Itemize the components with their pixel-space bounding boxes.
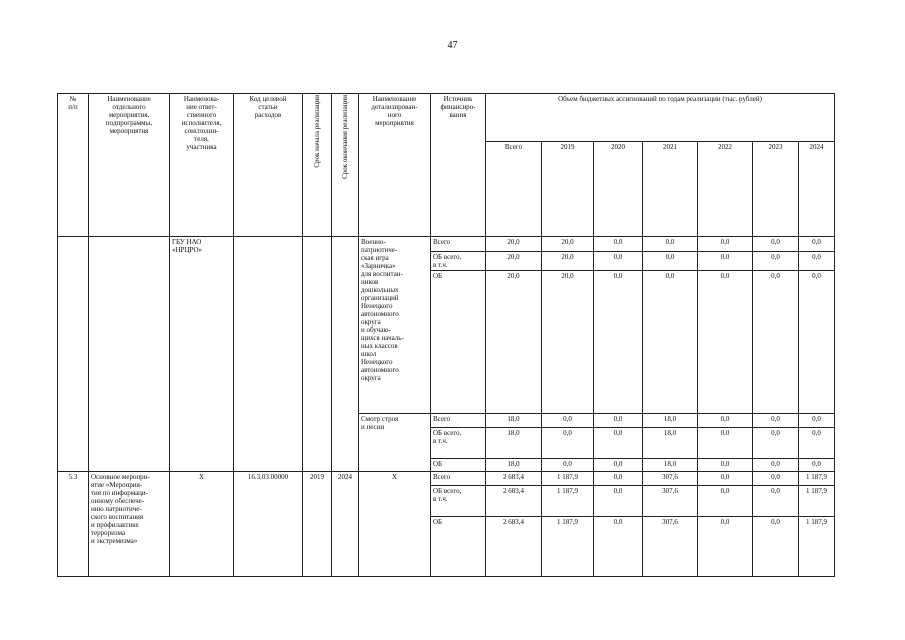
cell-value: 0,0 [799, 414, 835, 428]
header-col-2021: 2021 [643, 142, 698, 237]
header-executor: Наименова- ние ответ- ственного исполнителя, соисполни- теля, участника [170, 94, 234, 237]
cell-value: 1 187,9 [799, 517, 835, 577]
header-detail: Наименование детализирован- ного мероприятия [359, 94, 431, 237]
cell-event-name: Основное меропри- ятие «Мероприя- тия по информаци- онному обеспече- нию патриотиче- ского воспитания и профилактике терроризма и экстремизма» [89, 472, 170, 577]
cell-value: 0,0 [594, 237, 643, 252]
cell-value: 0,0 [698, 271, 753, 414]
cell-value: 0,0 [542, 459, 594, 472]
cell-value: 0,0 [753, 428, 799, 459]
cell-executor: ГБУ НАО «НРЦРО» [170, 237, 234, 472]
cell-value: 0,0 [594, 428, 643, 459]
cell-value: 20,0 [486, 271, 542, 414]
cell-value: 1 187,9 [542, 472, 594, 486]
cell-value: 0,0 [753, 486, 799, 517]
page-number: 47 [447, 40, 458, 51]
cell-source: ОБ [431, 271, 486, 414]
cell-value: 0,0 [643, 271, 698, 414]
cell-num [58, 237, 89, 472]
cell-value: 0,0 [594, 414, 643, 428]
table-row [58, 237, 835, 252]
header-row-1 [58, 94, 835, 142]
header-col-total: Всего [486, 142, 542, 237]
cell-value: 18,0 [486, 414, 542, 428]
cell-value: 0,0 [799, 459, 835, 472]
cell-value: 0,0 [753, 414, 799, 428]
cell-code: 16.3.03.00000 [234, 472, 303, 577]
cell-source: Всего [431, 414, 486, 428]
cell-source: ОБ всего, в т.ч. [431, 486, 486, 517]
header-budget: Объем бюджетных ассигнований по годам реализации (тыс. рублей) [486, 94, 835, 142]
cell-value: 20,0 [542, 271, 594, 414]
cell-detail-event: Смотр строя и песни [359, 414, 431, 472]
cell-value: 1 187,9 [799, 486, 835, 517]
cell-source: ОБ всего, в т.ч. [431, 252, 486, 271]
cell-source: Всего [431, 472, 486, 486]
cell-value: 1 187,9 [542, 486, 594, 517]
header-col-2023: 2023 [753, 142, 799, 237]
header-start [303, 94, 332, 237]
cell-executor: Х [170, 472, 234, 577]
cell-value: 0,0 [799, 271, 835, 414]
cell-value: 0,0 [753, 252, 799, 271]
cell-source: ОБ [431, 459, 486, 472]
cell-code [234, 237, 303, 472]
header-col-2020: 2020 [594, 142, 643, 237]
cell-value: 20,0 [542, 252, 594, 271]
cell-value: 1 187,9 [542, 517, 594, 577]
cell-value: 20,0 [486, 237, 542, 252]
cell-value: 0,0 [594, 517, 643, 577]
cell-value: 18,0 [643, 428, 698, 459]
cell-value: 0,0 [698, 459, 753, 472]
cell-value: 0,0 [643, 252, 698, 271]
cell-source: ОБ [431, 517, 486, 577]
cell-value: 307,6 [643, 486, 698, 517]
cell-value: 0,0 [698, 472, 753, 486]
cell-detail-event: Военно- патриотиче- ская игра «Зарничка» для воспитан- ников дошкольных организаций Ненецкого автономного округа и обучаю- щихся началь- ных классов школ Ненецкого автономного округа [359, 237, 431, 414]
header-col-2019: 2019 [542, 142, 594, 237]
cell-value: 0,0 [542, 428, 594, 459]
cell-value: 0,0 [753, 237, 799, 252]
cell-value: 0,0 [594, 252, 643, 271]
cell-source: ОБ всего, в т.ч. [431, 428, 486, 459]
cell-value: 0,0 [753, 472, 799, 486]
cell-value: 0,0 [594, 472, 643, 486]
cell-value: 0,0 [542, 414, 594, 428]
cell-value: 307,6 [643, 472, 698, 486]
table-row [58, 472, 835, 486]
cell-value: 0,0 [698, 237, 753, 252]
header-sources: Источник финансиро- вания [431, 94, 486, 237]
cell-value: 20,0 [542, 237, 594, 252]
cell-value: 0,0 [594, 486, 643, 517]
cell-start: 2019 [303, 472, 332, 577]
cell-value: 20,0 [486, 252, 542, 271]
cell-value: 2 683,4 [486, 486, 542, 517]
cell-value: 0,0 [643, 237, 698, 252]
cell-value: 0,0 [698, 252, 753, 271]
cell-value: 0,0 [698, 517, 753, 577]
cell-start [303, 237, 332, 472]
cell-value: 2 683,4 [486, 517, 542, 577]
cell-value: 18,0 [486, 459, 542, 472]
cell-num: 5.3 [58, 472, 89, 577]
cell-value: 0,0 [753, 271, 799, 414]
cell-value: 18,0 [486, 428, 542, 459]
header-start-label: Срок начала реализации [313, 95, 321, 168]
cell-detail-event: Х [359, 472, 431, 577]
cell-value: 0,0 [753, 517, 799, 577]
cell-value: 18,0 [643, 459, 698, 472]
cell-value: 0,0 [698, 486, 753, 517]
cell-value: 0,0 [799, 428, 835, 459]
cell-end [332, 237, 359, 472]
header-col-2022: 2022 [698, 142, 753, 237]
cell-source: Всего [431, 237, 486, 252]
header-end-label: Срок окончания реализации [341, 95, 349, 179]
header-event-name: Наименование отдельного мероприятия, подпрограммы, мероприятия [89, 94, 170, 237]
cell-value: 0,0 [594, 459, 643, 472]
header-col-2024: 2024 [799, 142, 835, 237]
header-num: № п/п [58, 94, 89, 237]
cell-value: 0,0 [799, 237, 835, 252]
cell-value: 0,0 [753, 459, 799, 472]
cell-value: 0,0 [698, 414, 753, 428]
cell-value: 18,0 [643, 414, 698, 428]
cell-end: 2024 [332, 472, 359, 577]
cell-value: 0,0 [799, 252, 835, 271]
cell-value: 1 187,9 [799, 472, 835, 486]
budget-table [57, 93, 835, 577]
cell-event-name [89, 237, 170, 472]
cell-value: 0,0 [594, 271, 643, 414]
header-end [332, 94, 359, 237]
cell-value: 2 683,4 [486, 472, 542, 486]
cell-value: 307,6 [643, 517, 698, 577]
cell-value: 0,0 [698, 428, 753, 459]
header-code: Код целевой статьи расходов [234, 94, 303, 237]
